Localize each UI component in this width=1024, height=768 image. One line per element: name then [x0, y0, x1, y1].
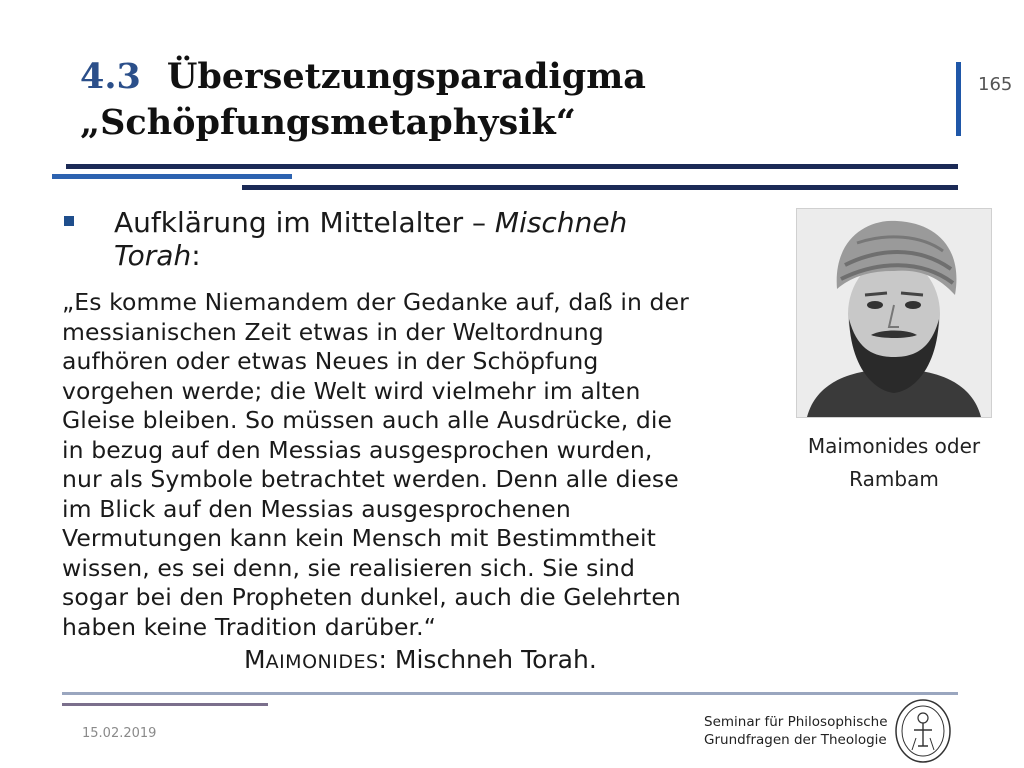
- footer-institution: [704, 713, 904, 749]
- quote-line: in bezug auf den Messias ausgesprochen wurden,: [62, 435, 653, 464]
- quote-line: „Es komme Niemandem der Gedanke auf, daß in der: [62, 288, 689, 316]
- institution-line-2: Grundfragen der Theologie: [704, 732, 887, 748]
- quote-line: aufhören oder etwas Neues in der Schöpfung: [62, 347, 599, 375]
- bullet-heading-emph: Mischneh: [494, 206, 628, 239]
- footer-rule-accent: [62, 703, 268, 706]
- seminar-seal-icon: [894, 698, 952, 764]
- title-text-1: Übersetzungsparadigma: [166, 56, 646, 97]
- caption-line-2: Rambam: [849, 467, 939, 491]
- footer-rule: [62, 692, 958, 695]
- quote-block: [62, 288, 792, 642]
- quote-line: vorgehen werde; die Welt wird vielmehr im alten: [62, 376, 641, 405]
- quote-line: messianischen Zeit etwas in der Weltordnung: [62, 317, 604, 346]
- page-number: 165: [978, 74, 1013, 95]
- institution-line-1: Seminar für Philosophische: [704, 714, 888, 730]
- source-author-rest: AIMONIDES: [265, 651, 379, 673]
- portrait-caption: [784, 430, 1004, 496]
- header-rule-accent: [52, 174, 292, 179]
- source-author-initial: M: [244, 645, 266, 674]
- title-line-2: „Schöpfungsmetaphysik“: [80, 102, 576, 143]
- portrait-image: [796, 208, 992, 418]
- slide-title: [80, 54, 940, 146]
- title-line-1: [80, 54, 940, 100]
- header-rule-bottom: [242, 185, 958, 190]
- page-number-divider: [956, 62, 961, 136]
- source-work: : Mischneh Torah.: [378, 645, 597, 674]
- quote-line: Vermutungen kann kein Mensch mit Bestimmtheit: [62, 524, 656, 552]
- quote-source: [244, 645, 597, 674]
- bullet-heading-emph-2: Torah: [114, 239, 192, 272]
- quote-line: sogar bei den Propheten dunkel, auch die Gelehrten: [62, 583, 681, 611]
- bullet-heading: [114, 206, 774, 272]
- quote-line: haben keine Tradition darüber.“: [62, 612, 437, 641]
- caption-line-1: Maimonides oder: [807, 434, 981, 458]
- header-rule-top: [66, 164, 958, 169]
- portrait-illustration: [797, 209, 991, 417]
- bullet-heading-colon: :: [191, 239, 201, 272]
- section-number: 4.3: [80, 56, 141, 97]
- bullet-square-icon: [64, 216, 74, 226]
- quote-line: im Blick auf den Messias ausgesprochenen: [62, 494, 571, 523]
- quote-line: Gleise bleiben. So müssen auch alle Ausdrücke, die: [62, 406, 673, 434]
- footer-date: 15.02.2019: [82, 726, 157, 741]
- quote-line: wissen, es sei denn, sie realisieren sich. Sie sind: [62, 553, 636, 582]
- bullet-heading-prefix: Aufklärung im Mittelalter –: [114, 206, 495, 239]
- quote-line: nur als Symbole betrachtet werden. Denn alle diese: [62, 465, 679, 493]
